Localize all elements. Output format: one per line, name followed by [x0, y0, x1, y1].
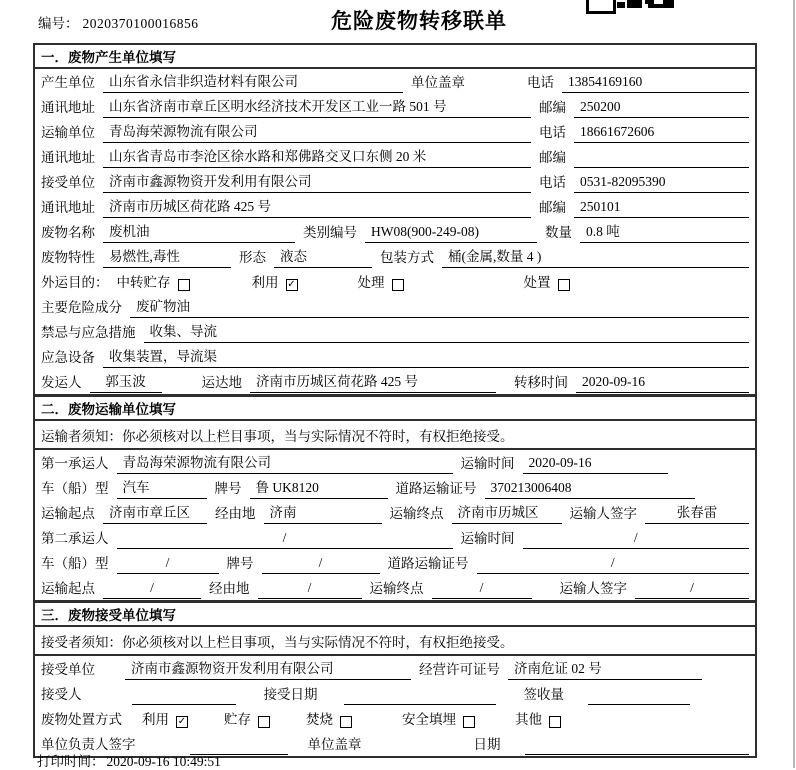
- waste-quantity-value: 0.8 吨: [580, 220, 749, 243]
- field-label: 接受日期: [263, 687, 318, 702]
- second-carrier-row: [35, 525, 755, 550]
- field-label: 道路运输证号: [395, 481, 477, 496]
- checkbox-label: 处理: [357, 275, 385, 290]
- first-carrier-row: [35, 450, 755, 475]
- checkbox-disposal-utilize: [142, 708, 188, 731]
- field-label: 道路运输证号: [387, 556, 469, 571]
- destination-value: 济南市历城区荷花路 425 号: [250, 370, 496, 393]
- transporter-notice-row: 运输者须知：你必须核对以上栏目事项，当与实际情况不符时，有权拒绝接受。: [35, 421, 755, 450]
- checkbox-transit-storage: [117, 271, 190, 294]
- spacer: [103, 680, 117, 681]
- checked-checkbox-icon[interactable]: ✓: [177, 716, 187, 727]
- section-header: 三．废物接受单位填写: [35, 603, 755, 627]
- first-via-value: 济南: [264, 501, 382, 524]
- qr-block: [617, 2, 625, 8]
- field-label: 运输人签字: [569, 506, 637, 521]
- seal-date-value: [525, 738, 750, 755]
- first-road-permit-value: 370213006408: [485, 480, 695, 499]
- field-label: 电话: [539, 175, 566, 190]
- print-time-label: 打印时间：: [37, 754, 105, 769]
- field-label: 禁忌与应急措施: [41, 325, 136, 340]
- field-label: 应急设备: [41, 350, 95, 365]
- field-label: 运输时间: [460, 456, 515, 471]
- section-header: 一．废物产生单位填写: [35, 45, 755, 69]
- spacer: [244, 705, 256, 706]
- field-label: 经由地: [215, 506, 256, 521]
- checked-checkbox-icon[interactable]: ✓: [287, 279, 296, 290]
- accept-unit-row: [35, 656, 755, 681]
- checkbox-treat: [358, 271, 404, 294]
- producer-unit-value: 山东省永信非织造材料有限公司: [103, 70, 403, 93]
- field-label: 签收量: [523, 687, 564, 702]
- serial: [38, 12, 199, 32]
- spacer: [504, 393, 506, 394]
- field-label: 牌号: [226, 556, 254, 571]
- second-vehicle-type-value: /: [117, 555, 219, 574]
- print-time-value: 2020-09-16 10:49:51: [106, 754, 221, 769]
- first-carrier-value: 青岛海荣源物流有限公司: [117, 451, 453, 474]
- first-transporter-signature-value: 张春雷: [645, 501, 749, 524]
- empty-checkbox-icon[interactable]: [178, 279, 190, 291]
- field-label: 邮编: [539, 100, 566, 115]
- emergency-equipment-row: [35, 344, 755, 369]
- field-label: 车（船）型: [41, 481, 109, 496]
- spacer: [278, 730, 298, 731]
- section-waste-transporter: [35, 395, 755, 601]
- empty-checkbox-icon[interactable]: [340, 716, 352, 728]
- field-label: 废物特性: [41, 250, 95, 265]
- field-label: 主要危险成分: [41, 300, 122, 315]
- field-label: 外运目的：: [41, 275, 109, 290]
- waste-name-row: [35, 219, 755, 244]
- checkbox-dispose: [524, 271, 570, 294]
- spacer: [196, 730, 216, 731]
- waste-category-code-value: HW08(900-249-08): [365, 224, 537, 243]
- producer-address-value: 山东省济南市章丘区明水经济技术开发区工业一路 501 号: [103, 95, 531, 118]
- section-waste-generator: [35, 45, 755, 395]
- field-label: 接受单位: [41, 175, 95, 190]
- checkbox-disposal-incinerate: [306, 708, 352, 731]
- checkbox-label: 利用: [142, 712, 169, 727]
- field-label: 日期: [473, 737, 501, 752]
- spacer: [572, 705, 580, 706]
- transfer-purpose-row: [35, 269, 755, 294]
- field-label: 运输时间: [460, 531, 515, 546]
- checkbox-disposal-storage: [224, 708, 270, 731]
- empty-checkbox-icon[interactable]: [549, 716, 561, 728]
- waste-characteristics-value: 易燃性,毒性: [103, 245, 231, 268]
- qr-block: [648, 4, 674, 8]
- checkbox-label: 贮存: [224, 712, 251, 727]
- qr-block: [627, 0, 642, 8]
- page-edge-line: [793, 0, 795, 768]
- second-vehicle-row: [35, 550, 755, 575]
- spacer: [90, 705, 124, 706]
- qr-block: [663, 0, 674, 4]
- field-label: 电话: [539, 125, 566, 140]
- spacer: [296, 755, 300, 756]
- emergency-equipment-value: 收集装置，导流渠: [103, 345, 749, 368]
- consignor-row: [35, 369, 755, 394]
- field-label: 形态: [239, 250, 266, 265]
- second-carrier-value: /: [117, 530, 453, 549]
- field-label: 包装方式: [380, 250, 434, 265]
- section-waste-receiver: [35, 601, 755, 756]
- field-label: 转移时间: [514, 375, 568, 390]
- taboo-emergency-measures-row: [35, 319, 755, 344]
- field-label: 电话: [527, 75, 554, 90]
- first-terminal-value: 济南市历城区: [452, 501, 562, 524]
- empty-checkbox-icon[interactable]: [463, 716, 475, 728]
- spacer: [198, 293, 244, 294]
- spacer: [360, 730, 394, 731]
- second-via-value: /: [258, 580, 362, 599]
- producer-postcode-value: 250200: [574, 99, 749, 118]
- field-label: 运输起点: [41, 506, 95, 521]
- spacer: [326, 705, 336, 706]
- print-time: [37, 750, 223, 770]
- field-label: 车（船）型: [41, 556, 109, 571]
- receiver-phone-value: 0531-82095390: [574, 174, 749, 193]
- packaging-value: 桶(金属,数量 4 ): [442, 245, 749, 268]
- field-label: 单位负责人签字: [41, 737, 136, 752]
- spacer: [504, 705, 516, 706]
- field-label: 运输起点: [41, 581, 95, 596]
- receiver-notice-row: 接受者须知：你必须核对以上栏目事项，当与实际情况不符时，有权拒绝接受。: [35, 627, 755, 656]
- field-label: 接受单位: [41, 662, 95, 677]
- field-label: 第一承运人: [41, 456, 109, 471]
- section-header: 二．废物运输单位填写: [35, 397, 755, 421]
- accept-person-value: [132, 688, 236, 705]
- hazard-components-value: 废矿物油: [130, 295, 749, 318]
- transporter-address-row: [35, 144, 755, 169]
- receiver-unit-row: [35, 169, 755, 194]
- second-plate-number-value: /: [262, 555, 380, 574]
- spacer: [130, 730, 134, 731]
- spacer: [540, 599, 552, 600]
- field-label: 发运人: [41, 375, 82, 390]
- empty-checkbox-icon[interactable]: [558, 279, 570, 291]
- receiver-address-value: 济南市历城区荷花路 425 号: [103, 195, 531, 218]
- serial-label: 编号：: [38, 16, 79, 31]
- spacer: [483, 730, 507, 731]
- manifest-table: [33, 43, 757, 758]
- spacer: [509, 755, 517, 756]
- serial-number: 2020370100016856: [82, 16, 199, 31]
- field-label: 通讯地址: [41, 100, 95, 115]
- second-origin-value: /: [103, 580, 201, 599]
- field-label: 数量: [545, 225, 572, 240]
- transporter-unit-value: 青岛海荣源物流有限公司: [103, 120, 531, 143]
- first-transport-date-value: 2020-09-16: [523, 455, 668, 474]
- second-terminal-value: /: [432, 580, 532, 599]
- field-label: 牌号: [214, 481, 242, 496]
- field-label: 运输终点: [369, 581, 424, 596]
- taboo-emergency-measures-value: 收集、导流: [144, 320, 750, 343]
- checkbox-disposal-landfill: [402, 708, 475, 731]
- receiver-postcode-value: 250101: [574, 199, 749, 218]
- qr-code-fragment-icon: [586, 0, 682, 12]
- first-vehicle-type-value: 汽车: [117, 476, 207, 499]
- checkbox-label: 其他: [515, 712, 542, 727]
- producer-unit-row: [35, 69, 755, 94]
- accept-date-value: [344, 688, 496, 705]
- field-label: 第二承运人: [41, 531, 109, 546]
- receiver-seal-label: 单位盖章: [307, 737, 362, 752]
- waste-form-value: 液态: [274, 245, 372, 268]
- first-vehicle-row: [35, 475, 755, 500]
- spacer: [473, 93, 519, 94]
- operating-license-value: 济南危证 02 号: [508, 657, 702, 680]
- first-plate-number-value: 鲁 UK8120: [250, 476, 388, 499]
- spacer: [170, 393, 194, 394]
- disposal-method-row: [35, 706, 755, 731]
- received-amount-value: [588, 688, 690, 705]
- second-transport-date-value: /: [523, 530, 750, 549]
- checkbox-label: 焚烧: [306, 712, 333, 727]
- hazard-components-row: [35, 294, 755, 319]
- transporter-address-value: 山东省青岛市李沧区徐水路和郑佛路交叉口东侧 20 米: [103, 145, 531, 168]
- waste-properties-row: [35, 244, 755, 269]
- field-label: 类别编号: [303, 225, 357, 240]
- empty-checkbox-icon[interactable]: [392, 279, 404, 291]
- qr-block: [586, 0, 616, 14]
- checkbox-label: 安全填埋: [402, 712, 456, 727]
- checkbox-label: 处置: [523, 275, 551, 290]
- field-label: 产生单位: [41, 75, 95, 90]
- field-label: 运达地: [201, 375, 242, 390]
- field-label: 运输单位: [41, 125, 95, 140]
- second-transporter-signature-value: /: [635, 580, 749, 599]
- field-label: 邮编: [539, 200, 566, 215]
- field-label: 经营许可证号: [419, 662, 500, 677]
- spacer: [370, 755, 466, 756]
- receiver-address-row: [35, 194, 755, 219]
- transporter-postcode-value: [574, 151, 749, 168]
- spacer: [306, 293, 350, 294]
- field-label: 通讯地址: [41, 200, 95, 215]
- field-label: 邮编: [539, 150, 566, 165]
- field-label: 运输人签字: [559, 581, 627, 596]
- second-route-row: [35, 575, 755, 600]
- transfer-date-value: 2020-09-16: [576, 374, 749, 393]
- receiver-unit-value: 济南市鑫源物资开发利用有限公司: [103, 170, 531, 193]
- field-label: 运输终点: [389, 506, 444, 521]
- spacer: [412, 293, 516, 294]
- producer-address-row: [35, 94, 755, 119]
- checkbox-label: 利用: [251, 275, 279, 290]
- first-route-row: [35, 500, 755, 525]
- producer-phone-value: 13854169160: [562, 74, 749, 93]
- transporter-unit-row: [35, 119, 755, 144]
- field-label: 废物名称: [41, 225, 95, 240]
- field-label: 接受人: [41, 687, 82, 702]
- unit-seal-label: 单位盖章: [411, 75, 465, 90]
- accept-unit-value: 济南市鑫源物资开发利用有限公司: [125, 657, 411, 680]
- second-road-permit-value: /: [477, 555, 750, 574]
- first-origin-value: 济南市章丘区: [103, 501, 207, 524]
- page-title: 危险废物转移联单: [331, 9, 507, 33]
- consignor-value: 郭玉波: [90, 370, 162, 393]
- field-label: 废物处置方式: [41, 712, 122, 727]
- waste-name-value: 废机油: [103, 220, 295, 243]
- empty-checkbox-icon[interactable]: [258, 716, 270, 728]
- checkbox-utilize: [252, 271, 298, 294]
- checkbox-disposal-other: [515, 708, 561, 731]
- checkbox-label: 中转贮存: [116, 275, 171, 290]
- transporter-phone-value: 18661672606: [574, 124, 749, 143]
- accept-person-row: [35, 681, 755, 706]
- field-label: 通讯地址: [41, 150, 95, 165]
- field-label: 经由地: [209, 581, 250, 596]
